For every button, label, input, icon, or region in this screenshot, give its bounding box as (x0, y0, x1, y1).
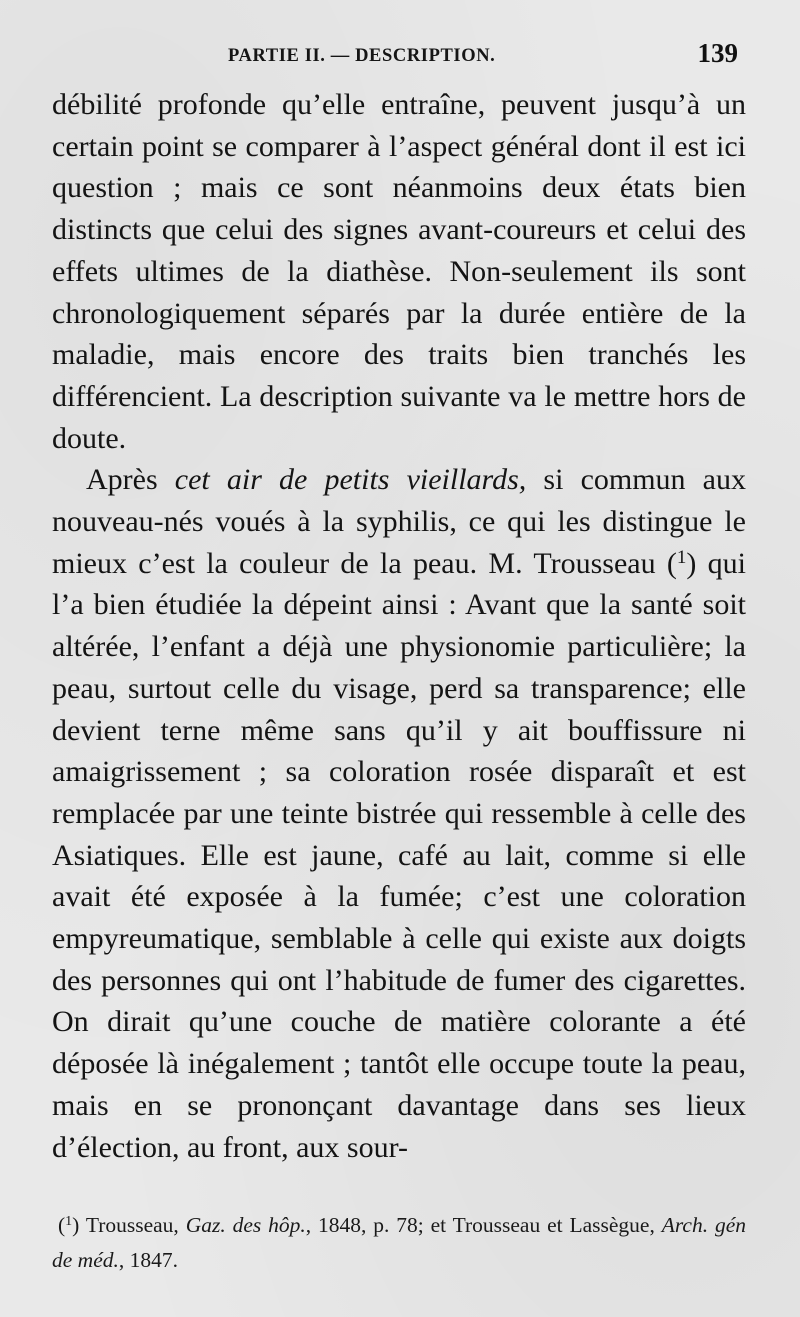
footnotes (52, 1208, 746, 1278)
footnote-open: ( (58, 1213, 66, 1237)
footnote-journal-1: Gaz. des hôp. (185, 1213, 306, 1237)
paragraph-2 (52, 459, 746, 1168)
paragraph-2-text-b: ) qui l’a bien étudiée la dépeint ainsi : Avant que la santé soit altérée, l’enfant a déjà une physionomie particulière; la peau, surtout celle du visage, perd sa transparence; elle devient terne même sans qu’il y ait bouffissure ni amaigrissement ; sa coloration rosée disparaît et est remplacée par une teinte bistrée qui ressemble à celle des Asiatiques. Elle est jaune, café au lait, comme si elle avait été exposée à la fumée; c’est une coloration empyreumatique, semblable à celle qui existe aux doigts des personnes qui ont l’habitude de fumer des cigarettes. On dirait qu’une couche de matière colorante a été déposée là inégalement ; tantôt elle occupe toute la peau, mais en se prononçant davantage dans ses lieux d’élection, au front, aux sour- (52, 546, 746, 1164)
footnote-1 (52, 1208, 746, 1278)
footnote-close: ) (72, 1213, 86, 1237)
paragraph-2-text-a: si commun aux nouveau-nés voués à la syphilis, ce qui les distingue le mieux c’est la couleur de la peau. M. Trousseau ( (52, 463, 746, 580)
footnote-journal-2: Arch. gén de méd. (52, 1213, 747, 1272)
footnote-ref-1: , 1848, p. 78; et Trousseau et Lassègue, (305, 1213, 662, 1237)
footnote-mark: 1 (65, 1214, 73, 1229)
italic-phrase: cet air de petits vieillards, (174, 463, 527, 497)
page-header (0, 40, 800, 80)
footnote-ref-2: , 1847. (118, 1248, 178, 1272)
body-text (52, 84, 746, 1168)
paragraph-1: débilité profonde qu’elle entraîne, peuvent jusqu’à un certain point se comparer à l’aspect général dont il est ici question ; mais ce sont néanmoins deux états bien distincts que celui des signes avant-coureurs et celui des effets ultimes de la diathèse. Non-seulement ils sont chronologiquement séparés par la durée entière de la maladie, mais encore des traits bien tranchés les différencient. La description suivante va le mettre hors de doute. (52, 88, 746, 455)
running-head: PARTIE II. — DESCRIPTION. (228, 46, 496, 66)
footnote-author: Trousseau, (85, 1213, 186, 1237)
footnote-reference: 1 (676, 546, 687, 568)
page-number: 139 (697, 38, 738, 68)
paragraph-2-intro: Après (86, 463, 175, 497)
